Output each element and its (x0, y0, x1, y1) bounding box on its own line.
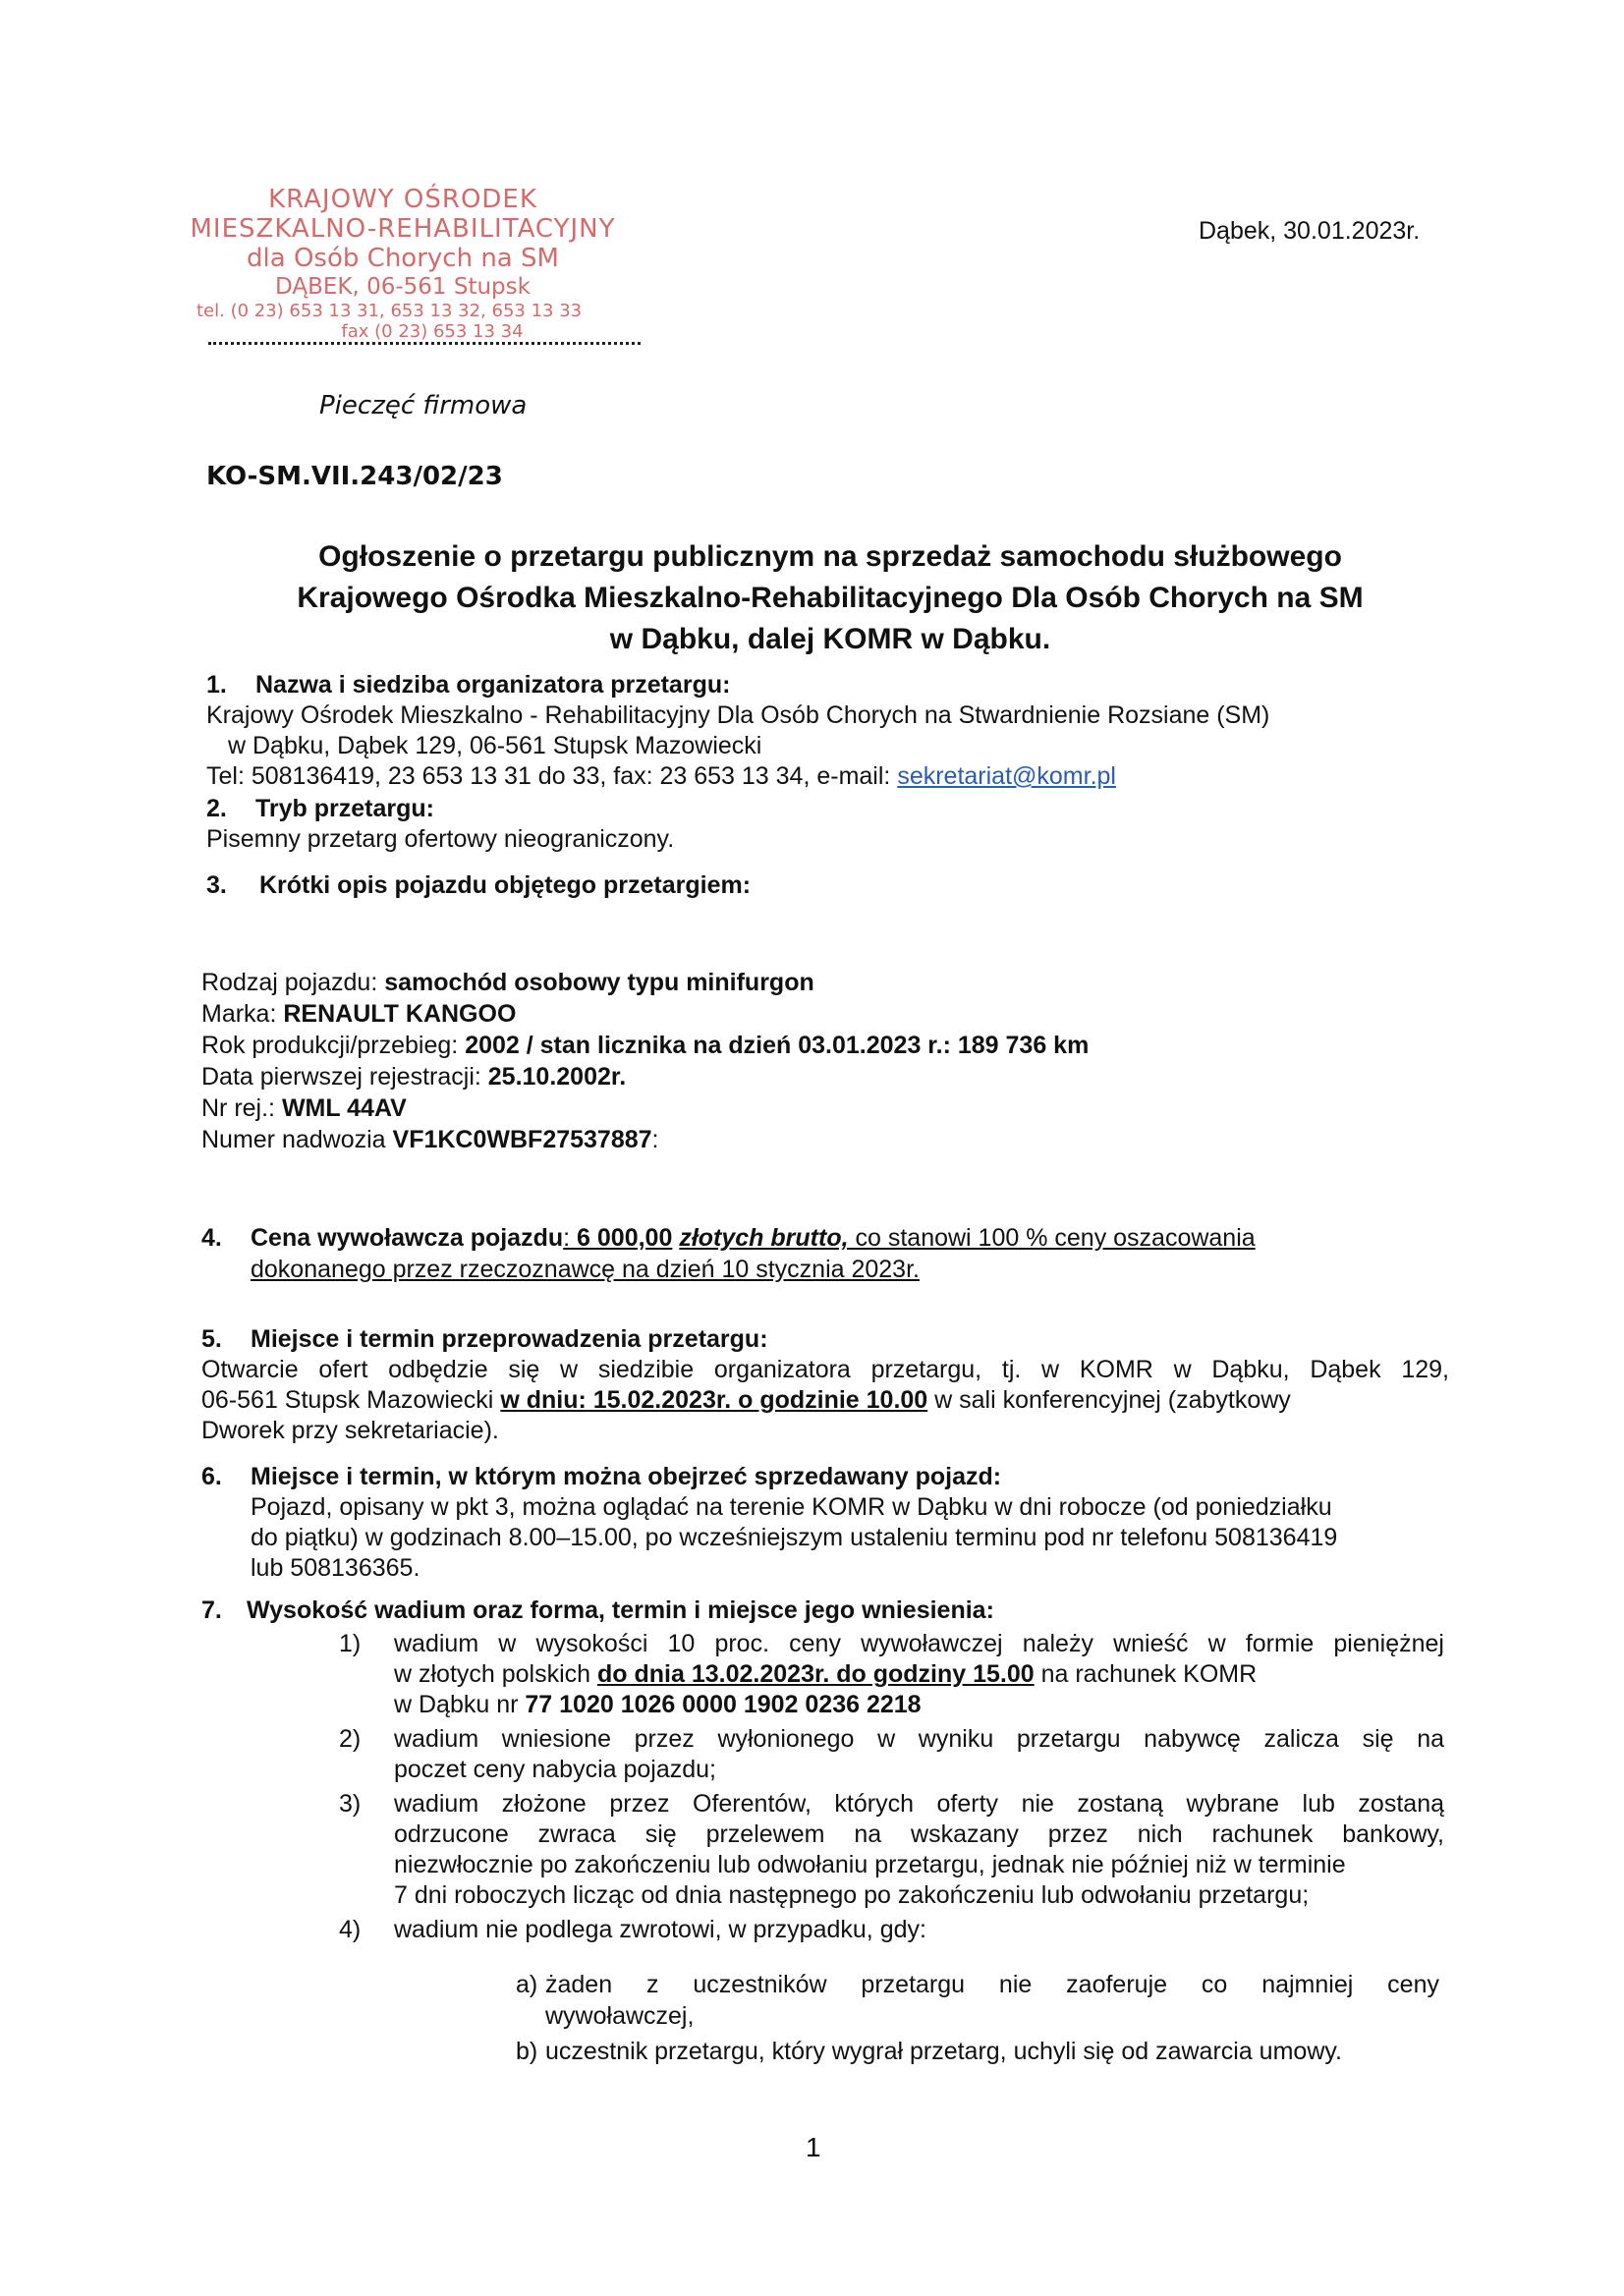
section-6 (201, 1462, 1449, 1584)
section-7-heading (201, 1596, 1449, 1626)
section-heading: Nazwa i siedziba organizatora przetargu: (255, 671, 731, 699)
section-7 (201, 1596, 1449, 1626)
section-heading: Cena wywoławcza pojazdu (251, 1224, 564, 1252)
viewing-text: Pojazd, opisany w pkt 3, można oglądać na terenie KOMR w Dąbku w dni robocze (od poniedziałku (251, 1493, 1332, 1521)
section-number: 1. (206, 671, 227, 699)
list-item: 1) wadium w wysokości 10 proc. ceny wywoławczej należy wnieść w formie pieniężnej w złotych polskich do dnia 13.02.2023r. do godziny 15.00 na rachunek KOMR w Dąbku nr 77 1020 1026 0000 1902 0236 2218 (339, 1630, 1444, 1718)
title-line: Krajowego Ośrodka Mieszkalno-Rehabilitacyjnego Dla Osób Chorych na SM (297, 582, 1364, 614)
section-heading: Miejsce i termin, w którym można obejrzeć sprzedawany pojazd: (251, 1463, 1002, 1490)
list-item: 2) wadium wniesione przez wyłonionego w wyniku przetargu nabywcę zalicza się na poczet ceny nabycia pojazdu; (339, 1725, 1444, 1783)
organizer-name: Krajowy Ośrodek Mieszkalno - Rehabilitacyjny Dla Osób Chorych na Stwardnienie Rozsiane (SM) (206, 701, 1270, 729)
stamp-caption: Pieczęć firmowa (319, 391, 528, 420)
tender-mode: Pisemny przetarg ofertowy nieograniczony. (206, 825, 675, 853)
vehicle-registration-date: Data pierwszej rejestracji: 25.10.2002r. (201, 1063, 627, 1091)
stamp-dotted-line (208, 342, 641, 345)
list-number: 3) (339, 1790, 362, 1818)
section-number: 5. (201, 1325, 222, 1353)
list-number: 1) (339, 1630, 362, 1657)
contact-text: Tel: 508136419, 23 653 13 31 do 33, fax: 23 653 13 34, e-mail: (206, 762, 898, 790)
section-number: 3. (206, 871, 227, 899)
section-1 (206, 670, 1444, 792)
section-number: 4. (201, 1224, 222, 1252)
company-stamp (157, 185, 648, 342)
price-words: złotych brutto, (679, 1224, 849, 1252)
section-1-heading (206, 670, 1444, 700)
document-date: Dąbek, 30.01.2023r. (1199, 217, 1421, 245)
section-4 (201, 1222, 1449, 1285)
title-line: Ogłoszenie o przetargu publicznym na sprzedaż samochodu służbowego (318, 540, 1342, 573)
price-value: 6 000,00 (577, 1224, 673, 1252)
section-6-heading (201, 1462, 1449, 1492)
list-number: 4) (339, 1916, 362, 1943)
section-heading: Krótki opis pojazdu objętego przetargiem: (259, 871, 752, 899)
section-5-heading (201, 1324, 1449, 1355)
stamp-line: DĄBEK, 06-561 Stupsk (275, 274, 531, 300)
vehicle-vin: Numer nadwozia VF1KC0WBF27537887: (201, 1126, 659, 1153)
vehicle-plate: Nr rej.: WML 44AV (201, 1094, 407, 1122)
document-title (196, 536, 1464, 660)
bank-account-number: 77 1020 1026 0000 1902 0236 2218 (525, 1691, 922, 1718)
section-heading: Wysokość wadium oraz forma, termin i miejsce jego wniesienia: (247, 1596, 994, 1624)
opening-location: Otwarcie ofert odbędzie się w siedzibie organizatora przetargu, tj. w KOMR w Dąbku, Dąbek 129, (201, 1356, 1449, 1383)
title-line: w Dąbku, dalej KOMR w Dąbku. (609, 623, 1051, 655)
section-number: 2. (206, 795, 227, 822)
list-number: 2) (339, 1725, 362, 1753)
email-link[interactable]: sekretariat@komr.pl (897, 762, 1116, 790)
section-number: 6. (201, 1463, 222, 1490)
organizer-contact (206, 761, 1444, 792)
section-2-heading (206, 794, 1444, 824)
section-5 (201, 1324, 1449, 1446)
vehicle-type: Rodzaj pojazdu: samochód osobowy typu minifurgon (201, 969, 814, 996)
asking-price: 4. Cena wywoławcza pojazdu: 6 000,00 złotych brutto, co stanowi 100 % ceny oszacowania (201, 1224, 1256, 1252)
sub-list-letter: a) (516, 1971, 538, 1998)
stamp-line: MIESZKALNO-REHABILITACYJNY (190, 214, 616, 244)
organizer-address: w Dąbku, Dąbek 129, 06-561 Stupsk Mazowiecki (228, 732, 762, 759)
list-item: 3) wadium złożone przez Oferentów, których oferty nie zostaną wybrane lub zostaną odrzucone zwraca się przelewem na wskazany przez nich rachunek bankowy, niezwłocznie po zakończeniu lub odwołaniu przetargu, jednak nie później niż w terminie 7 dni roboczych licząc od dnia następnego po zakończeniu lub odwołaniu przetargu; (339, 1790, 1444, 1909)
stamp-line: KRAJOWY OŚRODEK (268, 185, 537, 214)
section-heading: Tryb przetargu: (255, 795, 434, 822)
vehicle-year: Rok produkcji/przebieg: 2002 / stan licznika na dzień 03.01.2023 r.: 189 736 km (201, 1032, 1090, 1059)
stamp-line: fax (0 23) 653 13 34 (341, 321, 524, 342)
stamp-line: tel. (0 23) 653 13 31, 653 13 32, 653 13 33 (196, 301, 583, 321)
sub-list-item: a) żaden z uczestników przetargu nie zaoferuje co najmniej ceny wywoławczej, (516, 1971, 1439, 2030)
sub-list-letter: b) (516, 2038, 538, 2065)
asking-price-note: dokonanego przez rzeczoznawcę na dzień 10 stycznia 2023r. (251, 1256, 920, 1283)
reference-number: KO-SM.VII.243/02/23 (206, 462, 503, 491)
viewing-text: do piątku) w godzinach 8.00–15.00, po wcześniejszym ustaleniu terminu pod nr telefonu 508136419 (251, 1524, 1338, 1551)
list-item: 4) wadium nie podlega zwrotowi, w przypadku, gdy: (339, 1916, 926, 1943)
vehicle-details (201, 967, 1439, 1155)
section-number: 7. (201, 1596, 222, 1624)
sub-list-item: b) uczestnik przetargu, który wygrał przetarg, uchyli się od zawarcia umowy. (516, 2038, 1342, 2065)
section-3 (206, 870, 1444, 901)
page-number: 1 (806, 2132, 821, 2162)
stamp-line: dla Osób Chorych na SM (247, 244, 559, 273)
section-2 (206, 794, 1444, 855)
section-3-heading (206, 870, 1444, 901)
opening-datetime: w dniu: 15.02.2023r. o godzinie 10.00 (500, 1386, 928, 1414)
deposit-deadline: do dnia 13.02.2023r. do godziny 15.00 (597, 1660, 1035, 1688)
opening-room: Dworek przy sekretariacie). (201, 1417, 499, 1444)
deposit-list (339, 1629, 1444, 1945)
sub-list (516, 1969, 1439, 2067)
viewing-text: lub 508136365. (251, 1554, 420, 1582)
vehicle-make: Marka: RENAULT KANGOO (201, 1000, 517, 1028)
section-heading: Miejsce i termin przeprowadzenia przetargu: (251, 1325, 768, 1353)
opening-date: 06-561 Stupsk Mazowiecki w dniu: 15.02.2023r. o godzinie 10.00 w sali konferencyjnej (zabytkowy (201, 1386, 1291, 1414)
